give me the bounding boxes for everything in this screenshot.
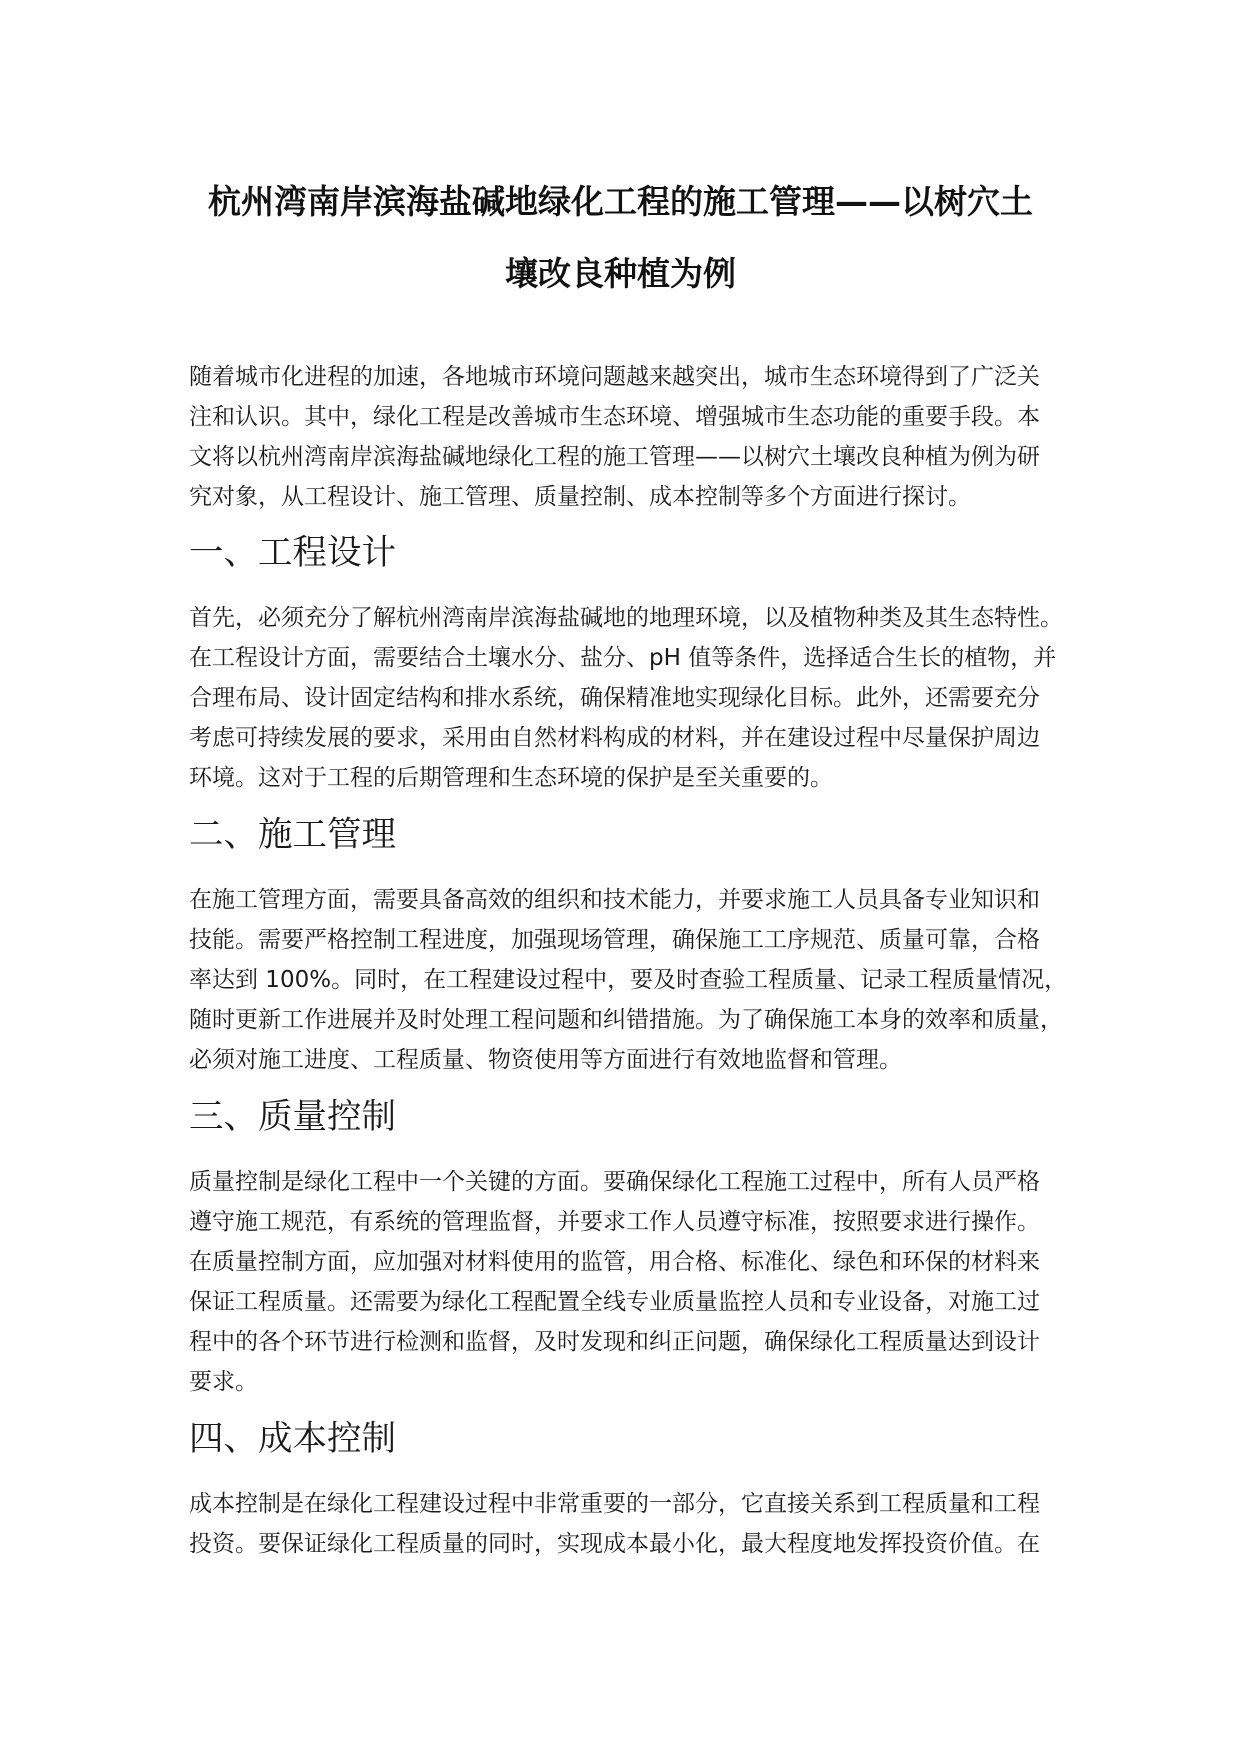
section-heading-quality-control <box>189 1097 1089 1137</box>
section-paragraph-construction-management <box>189 880 1089 1080</box>
section-heading: 一、工程设计 <box>189 533 396 573</box>
paragraph-line: 合理布局、设计固定结构和排水系统，确保精准地实现绿化目标。此外，还需要充分 <box>189 685 1040 711</box>
paragraph-line: 成本控制是在绿化工程建设过程中非常重要的一部分，它直接关系到工程质量和工程 <box>189 1491 1040 1517</box>
paragraph-line: 随着城市化进程的加速，各地城市环境问题越来越突出，城市生态环境得到了广泛关 <box>189 364 1040 390</box>
section-heading-engineering-design <box>189 533 1089 573</box>
section-paragraph-quality-control <box>189 1162 1089 1402</box>
section-heading: 四、成本控制 <box>189 1419 396 1459</box>
paragraph-line: 首先，必须充分了解杭州湾南岸滨海盐碱地的地理环境，以及植物种类及其生态特性。 <box>189 605 1063 631</box>
paragraph-line: 注和认识。其中，绿化工程是改善城市生态环境、增强城市生态功能的重要手段。本 <box>189 404 1040 430</box>
paragraph-line: 质量控制是绿化工程中一个关键的方面。要确保绿化工程施工过程中，所有人员严格 <box>189 1169 1040 1195</box>
paragraph-line: 必须对施工进度、工程质量、物资使用等方面进行有效地监督和管理。 <box>189 1047 902 1073</box>
paragraph-line: 究对象，从工程设计、施工管理、质量控制、成本控制等多个方面进行探讨。 <box>189 484 971 510</box>
paragraph-line: 保证工程质量。还需要为绿化工程配置全线专业质量监控人员和专业设备，对施工过 <box>189 1289 1040 1315</box>
paragraph-line: 在工程设计方面，需要结合土壤水分、盐分、pH 值等条件，选择适合生长的植物，并 <box>189 645 1057 671</box>
document-title-line-2: 壤改良种植为例 <box>505 254 736 293</box>
section-paragraph-cost-control <box>189 1484 1089 1564</box>
paragraph-line: 环境。这对于工程的后期管理和生态环境的保护是至关重要的。 <box>189 765 833 791</box>
paragraph-line: 率达到 100%。同时，在工程建设过程中，要及时查验工程质量、记录工程质量情况， <box>189 967 1068 993</box>
paragraph-line: 在质量控制方面，应加强对材料使用的监管，用合格、标准化、绿色和环保的材料来 <box>189 1249 1040 1275</box>
paragraph-line: 程中的各个环节进行检测和监督，及时发现和纠正问题，确保绿化工程质量达到设计 <box>189 1329 1040 1355</box>
paragraph-line: 投资。要保证绿化工程质量的同时，实现成本最小化，最大程度地发挥投资价值。在 <box>189 1531 1040 1557</box>
paragraph-line: 随时更新工作进展并及时处理工程问题和纠错措施。为了确保施工本身的效率和质量， <box>189 1007 1063 1033</box>
paragraph-line: 遵守施工规范，有系统的管理监督，并要求工作人员遵守标准，按照要求进行操作。 <box>189 1209 1040 1235</box>
paragraph-line: 要求。 <box>189 1369 258 1395</box>
paragraph-line: 在施工管理方面，需要具备高效的组织和技术能力，并要求施工人员具备专业知识和 <box>189 887 1040 913</box>
paragraph-line: 考虑可持续发展的要求，采用由自然材料构成的材料，并在建设过程中尽量保护周边 <box>189 725 1040 751</box>
intro-paragraph <box>189 357 1089 517</box>
section-heading: 三、质量控制 <box>189 1097 396 1137</box>
section-heading-cost-control <box>189 1419 1089 1459</box>
section-paragraph-engineering-design <box>189 598 1089 798</box>
paragraph-line: 文将以杭州湾南岸滨海盐碱地绿化工程的施工管理——以树穴土壤改良种植为例为研 <box>189 444 1040 470</box>
section-heading-construction-management <box>189 815 1089 855</box>
paragraph-line: 技能。需要严格控制工程进度，加强现场管理，确保施工工序规范、质量可靠，合格 <box>189 927 1040 953</box>
section-heading: 二、施工管理 <box>189 815 396 855</box>
document-title-line-1: 杭州湾南岸滨海盐碱地绿化工程的施工管理——以树穴土 <box>208 182 1033 221</box>
